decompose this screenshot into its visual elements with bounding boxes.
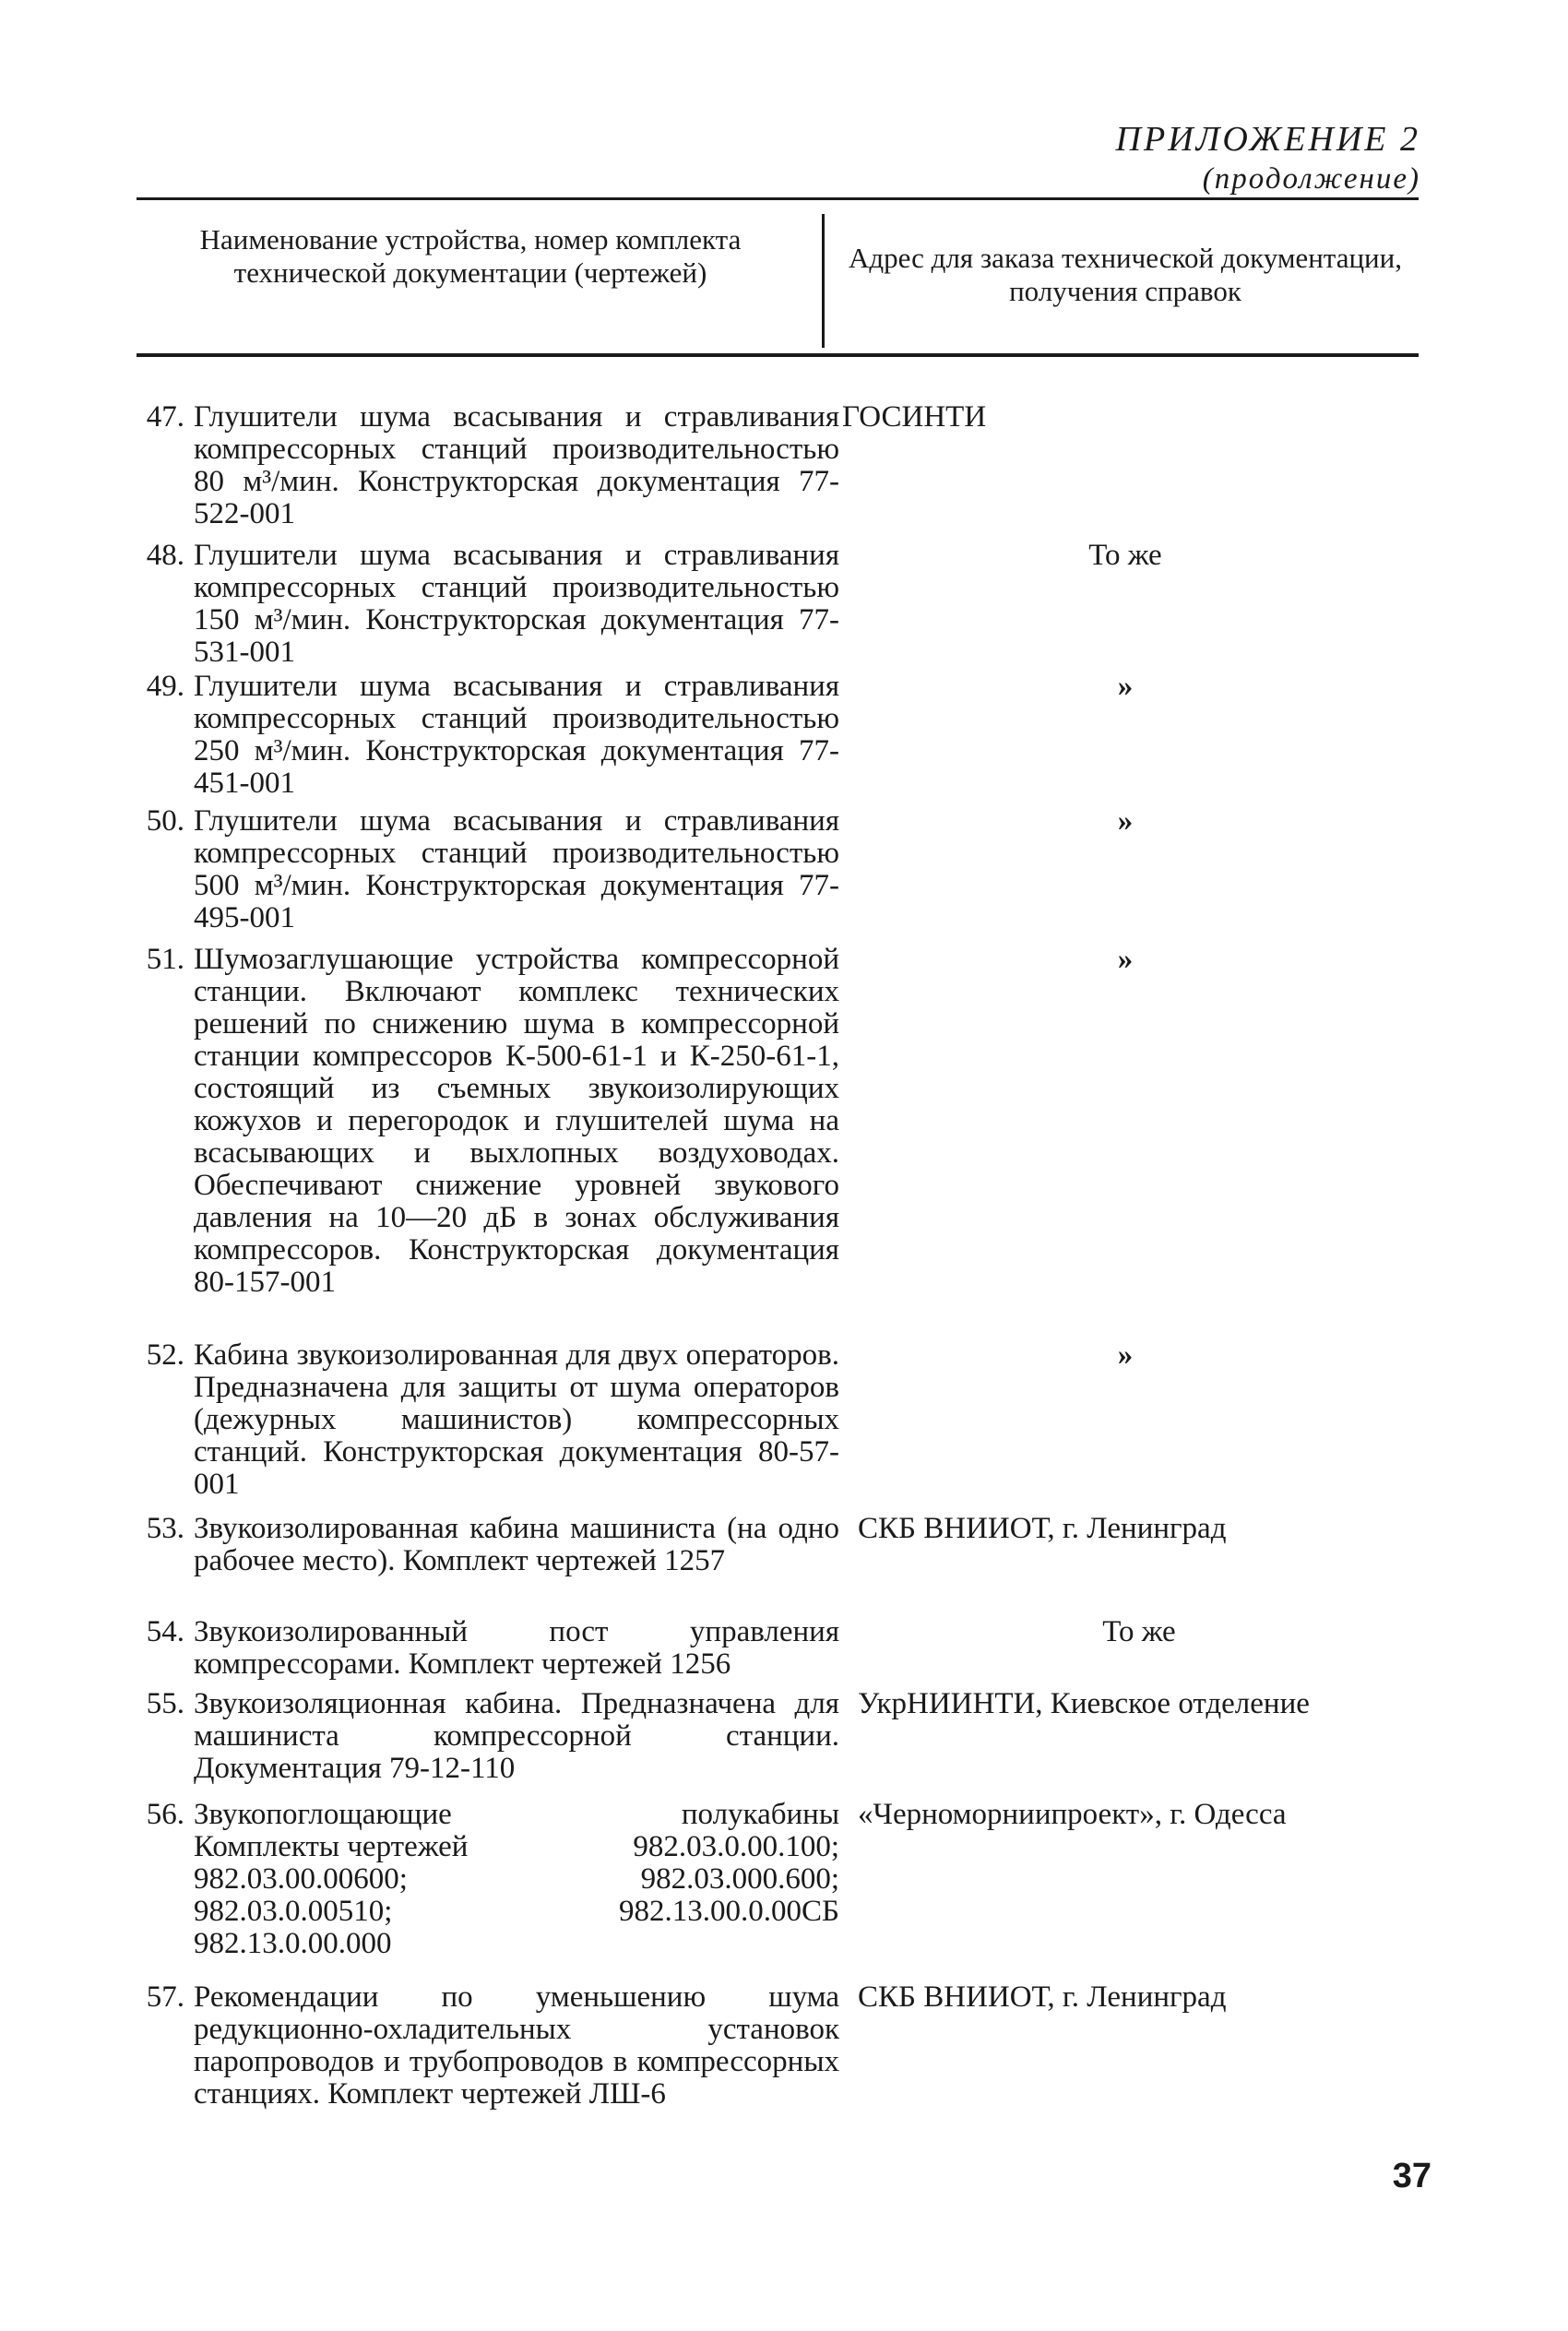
page-number: 37 [1392, 2157, 1431, 2195]
row-number: 53. [146, 1512, 184, 1545]
header-column-separator [822, 214, 825, 348]
row-desc-line: 982.03.00.00600; [194, 1862, 408, 1896]
row-number: 56. [146, 1798, 184, 1831]
row-description: Глушители шума всасывания и стравливания компрессорных станций производительностью 250 м³/мин. Конструкторская документация 77-451-001 [194, 670, 839, 800]
appendix-heading [1116, 118, 1420, 197]
row-number: 49. [146, 670, 184, 703]
row-address: ГОСИНТИ [842, 400, 987, 434]
row-number: 51. [146, 943, 184, 976]
row-desc-line: 982.03.0.00.100; [633, 1830, 839, 1863]
row-address: СКБ ВНИИОТ, г. Ленинград [858, 1512, 1227, 1545]
row-desc-line: 982.03.000.600; [640, 1862, 839, 1896]
row-address: » [1117, 670, 1134, 703]
row-desc-line: Звукопоглощающие [194, 1798, 452, 1831]
row-address: » [1117, 943, 1134, 976]
appendix-title: ПРИЛОЖЕНИЕ 2 [1115, 120, 1420, 159]
row-address: «Черноморниипроект», г. Одесса [858, 1798, 1287, 1831]
row-description: Глушители шума всасывания и стравливания компрессорных станций производительностью 80 м³/мин. Конструкторская документация 77-522-001 [194, 400, 839, 530]
row-desc-line: 982.13.0.00.000 [194, 1927, 392, 1960]
row-desc-line: полукабины [681, 1798, 839, 1831]
row-description: Звукоизоляционная кабина. Предназначена для машиниста компрессорной станции. Документация 79-12-110 [194, 1687, 839, 1785]
row-number: 47. [146, 400, 184, 434]
row-address: То же [1102, 1615, 1176, 1648]
column-header-device: Наименование устройства, номер комплекта технической документации (чертежей) [199, 223, 742, 289]
appendix-subtitle: (продолжение) [1202, 162, 1420, 196]
table-header-rule [137, 353, 1419, 357]
row-address: » [1117, 804, 1134, 838]
row-desc-line: Комплекты чертежей [194, 1830, 469, 1863]
row-address: » [1117, 1338, 1134, 1372]
row-address: СКБ ВНИИОТ, г. Ленинград [858, 1980, 1227, 2014]
row-number: 48. [146, 539, 184, 572]
row-address: УкрНИИНТИ, Киевское отделение [858, 1687, 1310, 1720]
row-number: 57. [146, 1980, 184, 2014]
row-desc-line: 982.13.00.0.00СБ [619, 1895, 839, 1928]
row-desc-line: 982.03.0.00510; [194, 1895, 393, 1928]
row-number: 50. [146, 804, 184, 838]
row-number: 54. [146, 1615, 184, 1648]
row-description: Рекомендации по уменьшению шума редукционно-охладительных установок паропроводов и трубопроводов в компрессорных станциях. Комплект чертежей ЛШ-6 [194, 1980, 839, 2111]
row-description: Шумозаглушающие устройства компрессорной станции. Включают комплекс технических решений по снижению шума в компрессорной станции компрессоров К-500-61-1 и К-250-61-1, состоящий из съемных звукоизолирующих кожухов и перегородок и глушителей шума на всасывающих и выхлопных воздуховодах. Обеспечивают снижение уровней звукового давления на 10—20 дБ в зонах обслуживания компрессоров. Конструкторская документация 80-157-001 [194, 943, 839, 1299]
row-description: Кабина звукоизолированная для двух операторов. Предназначена для защиты от шума операторов (дежурных машинистов) компрессорных станций. Конструкторская документация 80-57-001 [194, 1338, 839, 1501]
row-description [194, 1799, 839, 1960]
row-description: Звукоизолированная кабина машиниста (на одно рабочее место). Комплект чертежей 1257 [194, 1512, 839, 1577]
row-number: 52. [146, 1338, 184, 1372]
table-top-rule [137, 197, 1419, 200]
row-address: То же [1088, 539, 1162, 572]
row-description: Глушители шума всасывания и стравливания компрессорных станций производительностью 500 м³/мин. Конструкторская документация 77-495-001 [194, 804, 839, 934]
column-header-address: Адрес для заказа технической документации, получения справок [848, 242, 1402, 307]
row-number: 55. [146, 1687, 184, 1720]
row-description: Глушители шума всасывания и стравливания компрессорных станций производительностью 150 м³/мин. Конструкторская документация 77-531-001 [194, 539, 839, 669]
row-description: Звукоизолированный пост управления компрессорами. Комплект чертежей 1256 [194, 1615, 839, 1681]
